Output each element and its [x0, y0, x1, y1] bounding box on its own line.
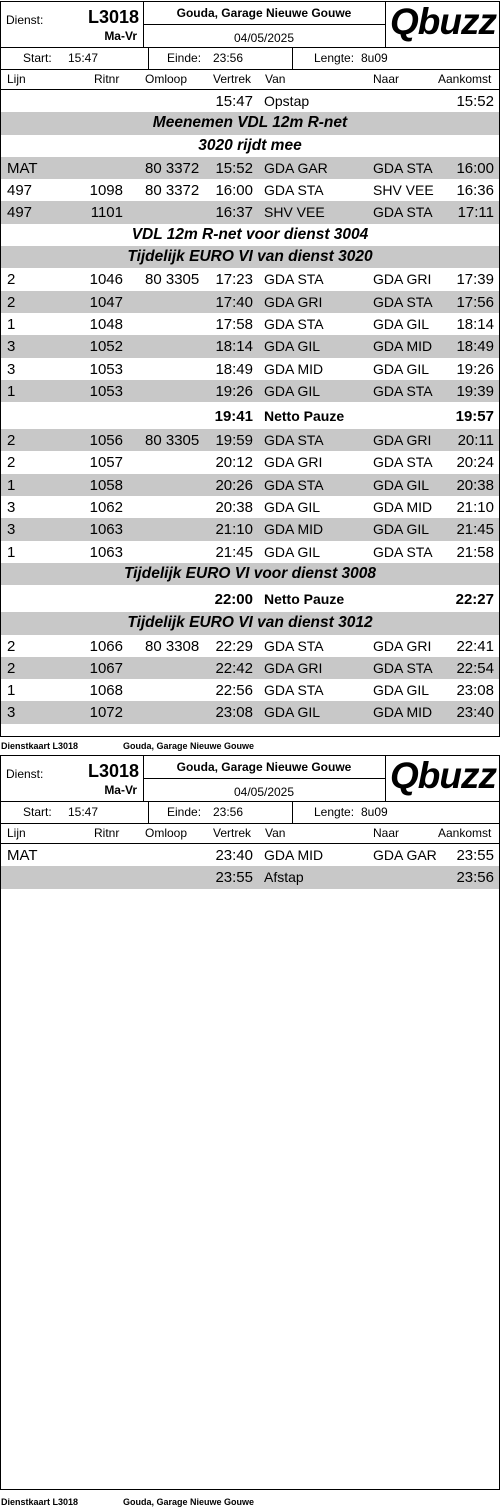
- col-aankomst: Aankomst: [438, 72, 492, 86]
- cell-aank: 16:00: [456, 159, 494, 177]
- garage-name: Gouda, Garage Nieuwe Gouwe: [176, 760, 352, 774]
- trip-row: [1, 358, 499, 380]
- cell-naar: GDA MID: [373, 704, 433, 721]
- cell-naar: GDA STA: [373, 159, 433, 176]
- col-naar: Naar: [373, 826, 400, 840]
- cell-lijn: 3: [7, 338, 16, 356]
- einde-time: 23:56: [213, 51, 244, 65]
- footer-label: Dienstkaart L3018: [1, 741, 79, 751]
- cell-naar: GDA MID: [373, 499, 433, 516]
- cell-ritnr: 1057: [89, 454, 123, 472]
- cell-aank: 23:55: [456, 847, 494, 864]
- cell-aank: 17:11: [457, 204, 494, 222]
- cell-aank: 17:39: [456, 271, 494, 289]
- trip-row: [1, 429, 499, 451]
- einde-time: 23:56: [213, 805, 244, 819]
- cell-van: GDA STA: [264, 432, 324, 449]
- cell-ritnr: 1098: [89, 182, 123, 200]
- cell-naar: GDA STA: [373, 293, 433, 310]
- cell-van: GDA GRI: [264, 293, 323, 310]
- cell-omloop: 80 3372: [145, 159, 200, 177]
- cell-naar: GDA STA: [373, 382, 433, 399]
- cell-omloop: 80 3305: [145, 271, 200, 289]
- cell-van: GDA STA: [264, 682, 324, 699]
- header-divider: [385, 756, 386, 801]
- cell-lijn: MAT: [7, 847, 38, 864]
- cell-vertrek: 23:40: [215, 847, 253, 864]
- start-label: Start:: [23, 805, 52, 819]
- cell-van: GDA STA: [264, 476, 324, 493]
- cell-van: Netto Pauze: [264, 591, 345, 608]
- cell-vertrek: 17:58: [215, 315, 253, 333]
- cell-aank: 21:58: [456, 543, 494, 561]
- cell-van: SHV VEE: [264, 204, 325, 221]
- start-time: 15:47: [68, 805, 99, 819]
- cell-vertrek: 18:14: [215, 338, 253, 356]
- header-divider: [385, 2, 386, 47]
- cell-lijn: MAT: [7, 159, 38, 177]
- col-vertrek: Vertrek: [213, 72, 252, 86]
- cell-vertrek: 22:29: [215, 637, 253, 655]
- dienst-label: Dienst:: [6, 13, 44, 27]
- cell-naar: GDA GIL: [373, 521, 430, 538]
- cell-ritnr: 1047: [89, 293, 123, 311]
- start-label: Start:: [23, 51, 52, 65]
- trip-row: [1, 474, 499, 496]
- garage-name: Gouda, Garage Nieuwe Gouwe: [176, 6, 352, 20]
- cell-aank: 22:27: [455, 591, 494, 609]
- footer-label: Dienstkaart L3018: [1, 1497, 79, 1507]
- info-divider: [148, 48, 149, 69]
- cell-vertrek: 22:56: [215, 682, 253, 700]
- cell-aank: 21:45: [456, 521, 494, 539]
- cell-van: Netto Pauze: [264, 408, 345, 425]
- cell-omloop: 80 3372: [145, 182, 200, 200]
- cell-lijn: 1: [7, 682, 16, 700]
- cell-vertrek: 22:00: [214, 591, 253, 609]
- cell-van: GDA STA: [264, 182, 324, 199]
- trip-row: [1, 179, 499, 201]
- page-header: [1, 756, 499, 802]
- cell-vertrek: 20:38: [215, 499, 253, 517]
- cell-van: Afstap: [264, 869, 304, 886]
- section-banner: Tijdelijk EURO VI van dienst 3012: [1, 612, 499, 634]
- cell-ritnr: 1058: [89, 476, 123, 494]
- trip-row: [1, 90, 499, 112]
- cell-van: GDA GIL: [264, 338, 321, 355]
- lengte-value: 8u09: [361, 805, 388, 819]
- cell-aank: 19:57: [455, 408, 494, 426]
- trip-row: [1, 335, 499, 357]
- cell-vertrek: 15:52: [215, 159, 253, 177]
- info-divider: [292, 48, 293, 69]
- cell-vertrek: 16:37: [215, 204, 253, 222]
- lengte-label: Lengte:: [314, 805, 355, 819]
- col-vertrek: Vertrek: [213, 826, 252, 840]
- cell-naar: GDA MID: [373, 338, 433, 355]
- footer-garage: Gouda, Garage Nieuwe Gouwe: [123, 741, 255, 751]
- cell-ritnr: 1068: [89, 682, 123, 700]
- cell-van: GDA MID: [264, 521, 324, 538]
- trip-row: [1, 291, 499, 313]
- cell-aank: 21:10: [456, 499, 494, 517]
- col-ritnr: Ritnr: [94, 72, 120, 86]
- cell-aank: 19:26: [456, 360, 494, 378]
- cell-ritnr: 1056: [89, 432, 123, 450]
- cell-van: GDA GIL: [264, 543, 321, 560]
- cell-naar: GDA GRI: [373, 432, 432, 449]
- cell-aank: 23:40: [456, 704, 494, 722]
- info-divider: [148, 802, 149, 823]
- cell-vertrek: 21:45: [215, 543, 253, 561]
- start-time: 15:47: [68, 51, 99, 65]
- col-van: Van: [265, 72, 286, 86]
- cell-ritnr: 1062: [89, 499, 123, 517]
- trip-table: [1, 90, 499, 724]
- cell-vertrek: 23:55: [215, 869, 253, 887]
- trip-row: [1, 380, 499, 402]
- cell-lijn: 2: [7, 454, 16, 472]
- cell-aank: 23:56: [456, 869, 494, 887]
- cell-lijn: 1: [7, 543, 16, 561]
- cell-van: GDA STA: [264, 315, 324, 332]
- cell-vertrek: 17:23: [215, 271, 253, 289]
- cell-lijn: 3: [7, 704, 16, 722]
- cell-ritnr: 1072: [89, 704, 123, 722]
- shift-info-bar: [1, 48, 499, 70]
- dienst-days: Ma-Vr: [104, 29, 137, 43]
- dienst-label: Dienst:: [6, 767, 44, 781]
- cell-van: Opstap: [264, 93, 310, 109]
- qbuzz-logo: Qbuzz: [390, 755, 496, 796]
- trip-row: [1, 496, 499, 518]
- cell-aank: 23:08: [456, 682, 494, 700]
- cell-van: GDA GAR: [264, 159, 328, 176]
- cell-lijn: 2: [7, 271, 16, 289]
- trip-row: [1, 201, 499, 223]
- cell-ritnr: 1067: [89, 659, 123, 677]
- cell-aank: 22:41: [456, 637, 494, 655]
- cell-vertrek: 20:26: [215, 476, 253, 494]
- cell-vertrek: 23:08: [215, 704, 253, 722]
- cell-lijn: 3: [7, 499, 16, 517]
- section-banner: 3020 rijdt mee: [198, 136, 302, 154]
- cell-ritnr: 1046: [89, 271, 123, 289]
- cell-van: GDA GRI: [264, 659, 323, 676]
- cell-lijn: 1: [7, 315, 16, 333]
- column-header: [1, 70, 499, 90]
- cell-lijn: 497: [7, 204, 33, 222]
- cell-naar: GDA STA: [373, 659, 433, 676]
- column-header: [1, 824, 499, 844]
- cell-ritnr: 1063: [89, 543, 123, 561]
- cell-van: GDA GRI: [264, 454, 323, 471]
- cell-naar: GDA GRI: [373, 637, 432, 654]
- cell-vertrek: 19:26: [215, 382, 253, 400]
- cell-naar: GDA STA: [373, 454, 433, 471]
- lengte-value: 8u09: [361, 51, 388, 65]
- cell-naar: GDA GIL: [373, 360, 430, 377]
- cell-van: GDA GIL: [264, 382, 321, 399]
- dienstkaart-page-1: [0, 1, 500, 737]
- cell-ritnr: 1048: [89, 315, 123, 333]
- cell-ritnr: 1053: [89, 360, 123, 378]
- cell-van: GDA GIL: [264, 704, 321, 721]
- cell-vertrek: 17:40: [215, 293, 253, 311]
- cell-aank: 17:56: [456, 293, 494, 311]
- trip-row: [1, 635, 499, 657]
- trip-row: [1, 451, 499, 473]
- col-naar: Naar: [373, 72, 400, 86]
- trip-row: [1, 268, 499, 290]
- cell-aank: 20:38: [456, 476, 494, 494]
- cell-aank: 18:49: [456, 338, 494, 356]
- col-omloop: Omloop: [145, 826, 188, 840]
- cell-lijn: 1: [7, 476, 16, 494]
- header-divider: [143, 24, 385, 25]
- service-date: 04/05/2025: [233, 785, 295, 799]
- cell-naar: GDA STA: [373, 204, 433, 221]
- trip-table: [1, 844, 499, 889]
- cell-van: GDA GIL: [264, 499, 321, 516]
- cell-naar: GDA GAR: [373, 847, 437, 863]
- cell-aank: 20:11: [457, 432, 494, 450]
- section-banner: Tijdelijk EURO VI voor dienst 3008: [1, 563, 499, 585]
- cell-van: GDA MID: [264, 360, 324, 377]
- dienst-days: Ma-Vr: [104, 783, 137, 797]
- trip-row: [1, 313, 499, 335]
- einde-label: Einde:: [167, 805, 202, 819]
- trip-row: [1, 679, 499, 701]
- pause-row: [1, 402, 499, 429]
- col-omloop: Omloop: [145, 72, 188, 86]
- trip-row: [1, 157, 499, 179]
- dienst-number: L3018: [87, 761, 139, 781]
- service-date: 04/05/2025: [233, 31, 295, 45]
- cell-ritnr: 1101: [90, 204, 123, 222]
- cell-vertrek: 19:41: [214, 408, 253, 426]
- cell-ritnr: 1063: [89, 521, 123, 539]
- cell-aank: 20:24: [456, 454, 494, 472]
- col-ritnr: Ritnr: [94, 826, 120, 840]
- trip-row: [1, 541, 499, 563]
- cell-van: GDA STA: [264, 271, 324, 288]
- col-aankomst: Aankomst: [438, 826, 492, 840]
- cell-lijn: 2: [7, 293, 16, 311]
- trip-row: [1, 518, 499, 540]
- col-lijn: Lijn: [7, 826, 26, 840]
- cell-vertrek: 16:00: [215, 182, 253, 200]
- trip-row: [1, 866, 499, 888]
- cell-lijn: 2: [7, 659, 16, 677]
- header-divider: [143, 778, 385, 779]
- section-banner: Meenemen VDL 12m R-net: [1, 112, 499, 134]
- cell-van: GDA STA: [264, 637, 324, 654]
- col-van: Van: [265, 826, 286, 840]
- cell-van: GDA MID: [264, 847, 324, 863]
- cell-vertrek: 15:47: [215, 93, 253, 110]
- info-divider: [292, 802, 293, 823]
- cell-ritnr: 1053: [89, 382, 123, 400]
- cell-naar: GDA GIL: [373, 682, 430, 699]
- cell-vertrek: 20:12: [215, 454, 253, 472]
- cell-vertrek: 19:59: [215, 432, 253, 450]
- cell-ritnr: 1066: [89, 637, 123, 655]
- cell-naar: GDA GIL: [373, 315, 430, 332]
- cell-lijn: 2: [7, 637, 16, 655]
- cell-vertrek: 18:49: [215, 360, 253, 378]
- cell-aank: 22:54: [456, 659, 494, 677]
- cell-ritnr: 1052: [89, 338, 123, 356]
- cell-vertrek: 21:10: [215, 521, 253, 539]
- cell-lijn: 3: [7, 360, 16, 378]
- trip-row: [1, 701, 499, 723]
- section-banner: VDL 12m R-net voor dienst 3004: [131, 225, 369, 243]
- einde-label: Einde:: [167, 51, 202, 65]
- cell-lijn: 1: [7, 382, 16, 400]
- cell-lijn: 497: [7, 182, 33, 200]
- cell-lijn: 2: [7, 432, 16, 450]
- section-banner: Tijdelijk EURO VI van dienst 3020: [1, 246, 499, 268]
- cell-naar: GDA STA: [373, 543, 433, 560]
- cell-naar: SHV VEE: [373, 182, 434, 199]
- cell-naar: GDA GIL: [373, 476, 430, 493]
- cell-vertrek: 22:42: [215, 659, 253, 677]
- cell-lijn: 3: [7, 521, 16, 539]
- cell-aank: 16:36: [456, 182, 494, 200]
- cell-omloop: 80 3305: [145, 432, 200, 450]
- cell-aank: 19:39: [456, 382, 494, 400]
- dienstkaart-page-2: [0, 755, 500, 1490]
- lengte-label: Lengte:: [314, 51, 355, 65]
- footer-garage: Gouda, Garage Nieuwe Gouwe: [123, 1497, 255, 1507]
- col-lijn: Lijn: [7, 72, 26, 86]
- shift-info-bar: [1, 802, 499, 824]
- qbuzz-logo: Qbuzz: [390, 1, 496, 42]
- trip-row: [1, 844, 499, 866]
- cell-naar: GDA GRI: [373, 271, 432, 288]
- trip-row: [1, 657, 499, 679]
- pause-row: [1, 585, 499, 612]
- cell-aank: 15:52: [456, 93, 494, 110]
- cell-omloop: 80 3308: [145, 637, 200, 655]
- dienst-number: L3018: [87, 7, 139, 27]
- cell-aank: 18:14: [456, 315, 494, 333]
- page-header: [1, 2, 499, 48]
